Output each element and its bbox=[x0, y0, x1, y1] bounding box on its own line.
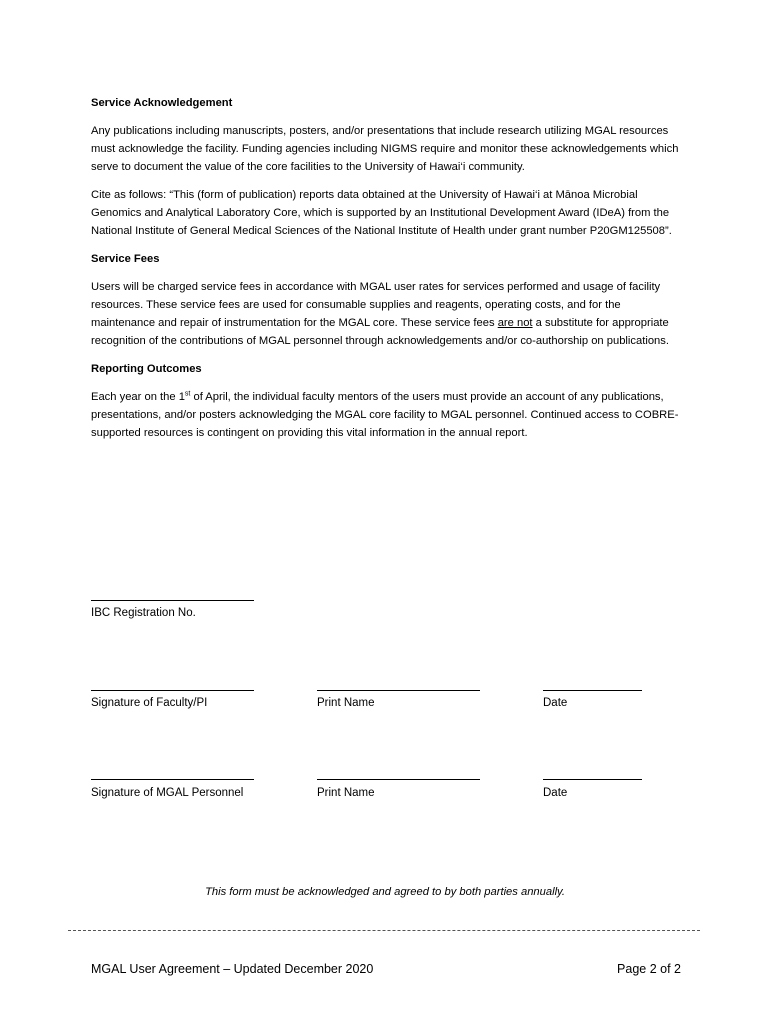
personnel-date-label: Date bbox=[543, 787, 568, 799]
footer-title: MGAL User Agreement – Updated December 2020 bbox=[91, 962, 374, 976]
outcomes-text-2: of April, the individual faculty mentors of the users must provide an account of any publications, presentations, and/or posters acknowledging the MGAL core facility to MGAL personnel. Continued access to COBRE-supported resources is contingent on providing this vital information in the annual report. bbox=[91, 391, 679, 439]
citation-paragraph: Cite as follows: “This (form of publication) reports data obtained at the University of Hawai‘i at Mānoa Microbial Genomics and Analytical Laboratory Core, which is supported by an Institutional Development Award (IDeA) from the National Institute of General Medical Sciences of the National Institute of Health under grant number P20GM125508”. bbox=[91, 189, 672, 237]
document-body bbox=[91, 94, 681, 452]
personnel-print-name-line[interactable] bbox=[317, 779, 480, 780]
faculty-print-name-label: Print Name bbox=[317, 697, 375, 709]
personnel-print-name-label: Print Name bbox=[317, 787, 375, 799]
ibc-registration-line[interactable] bbox=[91, 600, 254, 601]
acknowledgement-paragraph: Any publications including manuscripts, posters, and/or presentations that include research utilizing MGAL resources must acknowledge the facility. Funding agencies including NIGMS require and monitor these acknowledgements which serve to document the value of the core facilities to the University of Hawai‘i community. bbox=[91, 125, 679, 173]
page-number: Page 2 of 2 bbox=[617, 962, 681, 976]
footer-divider bbox=[68, 930, 700, 931]
personnel-date-line[interactable] bbox=[543, 779, 642, 780]
faculty-signature-label: Signature of Faculty/PI bbox=[91, 697, 208, 709]
heading-reporting-outcomes: Reporting Outcomes bbox=[91, 363, 202, 375]
heading-service-fees: Service Fees bbox=[91, 253, 160, 265]
faculty-signature-line[interactable] bbox=[91, 690, 254, 691]
personnel-signature-label: Signature of MGAL Personnel bbox=[91, 787, 244, 799]
heading-service-acknowledgement: Service Acknowledgement bbox=[91, 97, 233, 109]
faculty-date-line[interactable] bbox=[543, 690, 642, 691]
fees-underlined-text: are not bbox=[497, 317, 533, 329]
fees-text-1: Users will be charged service fees in accordance with MGAL user rates for services performed and usage of facility resources. These service fees are used for consumable supplies and reagents, operating costs, and for the maintenance and repair of instrumentation for the MGAL core. These service fees bbox=[91, 281, 661, 329]
faculty-date-label: Date bbox=[543, 697, 568, 709]
personnel-signature-line[interactable] bbox=[91, 779, 254, 780]
fees-paragraph bbox=[91, 278, 681, 350]
ordinal-suffix: st bbox=[184, 390, 191, 398]
fees-text-2: a substitute for appropriate recognition of the contributions of MGAL personnel through acknowledgements and/or co-authorship on publications. bbox=[91, 317, 669, 347]
ibc-registration-label: IBC Registration No. bbox=[91, 607, 196, 619]
outcomes-text-1: Each year on the 1 bbox=[91, 391, 185, 403]
faculty-print-name-line[interactable] bbox=[317, 690, 480, 691]
annual-acknowledgement-note: This form must be acknowledged and agreed to by both parties annually. bbox=[205, 886, 565, 898]
outcomes-paragraph bbox=[91, 388, 681, 442]
